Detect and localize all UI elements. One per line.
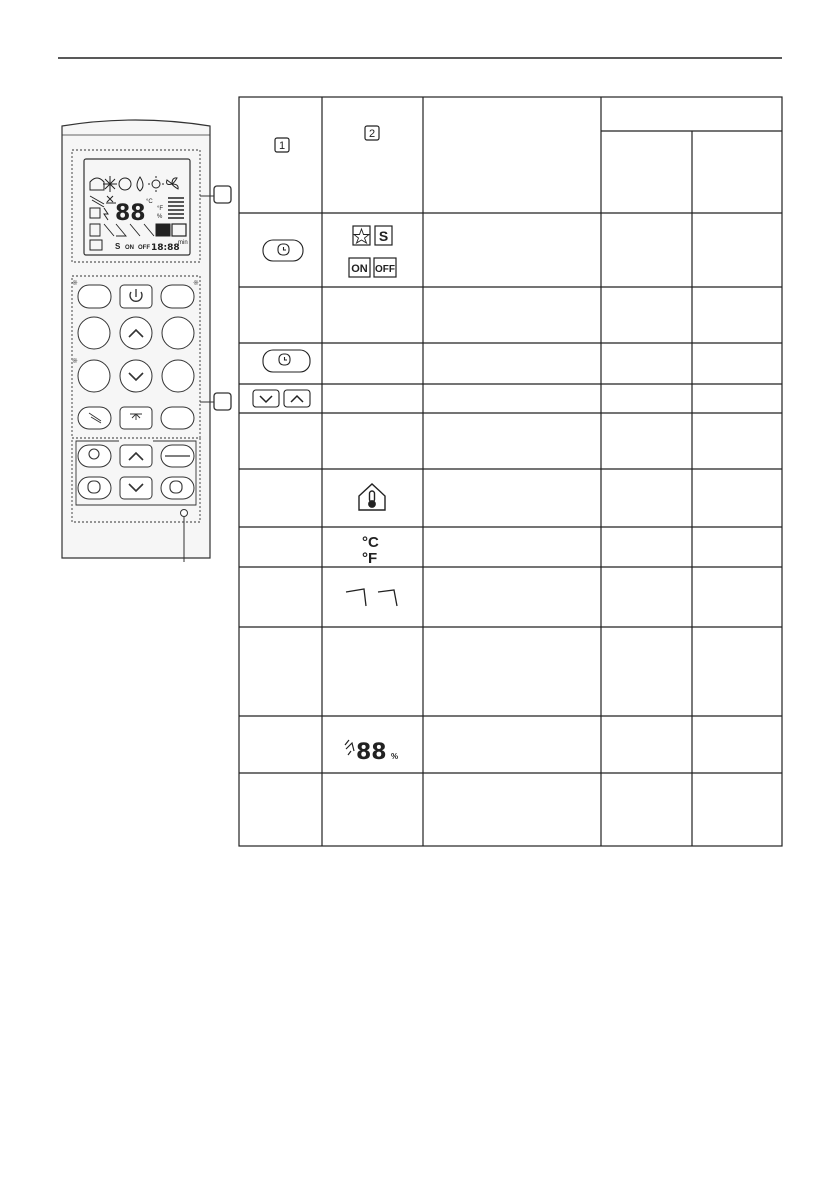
off-label: OFF [375, 264, 395, 275]
lcd-percent: % [157, 214, 163, 220]
down-button-icon [253, 390, 279, 407]
callout-box-display [214, 186, 231, 203]
lcd-on-label: ON [125, 245, 134, 251]
humidity-percent: % [391, 752, 399, 761]
air-deflector-icon [346, 589, 397, 606]
header-col2-label: 2 [368, 128, 376, 140]
remote-down-button[interactable] [120, 360, 152, 392]
lcd-big-digits: 88 [115, 201, 146, 226]
remote-round-button-left-2[interactable] [78, 360, 110, 392]
s-mode-label: S [378, 228, 389, 244]
remote-timer-on-button[interactable] [78, 477, 111, 499]
table-outer-border [239, 97, 782, 846]
humidity-icon [345, 740, 354, 755]
remote-up-button[interactable] [120, 317, 152, 349]
lcd-lh-icon [156, 224, 170, 236]
on-label: ON [351, 263, 368, 275]
remote-swing-button[interactable] [78, 407, 111, 429]
lcd-time-digits: 18:88 [151, 243, 180, 253]
lcd-off-label: OFF [138, 245, 150, 251]
specification-table [239, 97, 782, 846]
svg-text:※: ※ [72, 358, 78, 365]
lcd-sign-c: °C [146, 199, 153, 205]
callout-box-buttons [214, 393, 231, 410]
lcd-min-label: min [178, 240, 188, 246]
remote-button-top-right[interactable] [161, 285, 194, 308]
remote-up-small-button[interactable] [120, 445, 152, 467]
header-col2-badge [365, 126, 379, 140]
svg-text:※: ※ [193, 280, 199, 287]
row1-timer-button [263, 240, 303, 261]
house-thermometer-icon [359, 484, 385, 510]
remote-timer-off-button[interactable] [161, 477, 194, 499]
remote-round-button-right-1[interactable] [162, 317, 194, 349]
humidity-display [345, 740, 398, 765]
svg-text:※: ※ [72, 280, 78, 287]
remote-round-button-right-2[interactable] [162, 360, 194, 392]
remote-control [62, 120, 231, 562]
remote-button-row4-right[interactable] [161, 407, 194, 429]
remote-down-small-button[interactable] [120, 477, 152, 499]
remote-round-button-left-1[interactable] [78, 317, 110, 349]
lcd-s-label: S [115, 242, 121, 251]
remote-settings-button[interactable] [78, 445, 111, 467]
header-col1-label: 1 [278, 140, 286, 152]
row3-timer-button [263, 350, 310, 372]
row1-display-icons [349, 226, 396, 277]
row4-arrow-buttons [253, 390, 310, 407]
humidity-digits: 88 [356, 740, 387, 765]
up-button-icon [284, 390, 310, 407]
reset-hole[interactable] [181, 510, 188, 517]
remote-button-top-left[interactable] [78, 285, 111, 308]
celsius-label: °C [362, 534, 379, 551]
fahrenheit-label: °F [362, 550, 378, 567]
header-col1-badge [275, 138, 289, 152]
lcd-sign-f: °F [157, 206, 164, 212]
